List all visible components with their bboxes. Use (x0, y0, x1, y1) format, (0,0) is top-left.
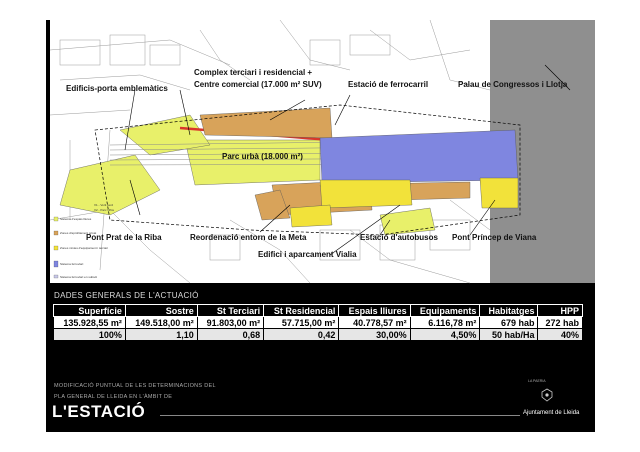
label-pont-prat: Pont Prat de la Riba (86, 233, 162, 242)
label-edifici-aparcament: Edifici i aparcament Vialia (258, 250, 357, 259)
legend-item-1: Sistema d'espais lliures (60, 217, 92, 221)
footer-line1: MODIFICACIÓ PUNTUAL DE LES DETERMINACIONS DEL (54, 383, 216, 389)
legend-item-4: Sistema ferroviari (60, 262, 84, 266)
rail-system-zone (320, 130, 518, 183)
ajuntament-label: Ajuntament de Lleida (523, 410, 580, 416)
table-header-cell: Equipaments (410, 305, 480, 317)
table-cell: 1,10 (125, 329, 197, 341)
legend-item-3: Zones mixtes d'equipament i terciari (60, 246, 108, 250)
table-cell: 40% (538, 329, 583, 341)
urban-plan-map (50, 20, 568, 283)
table-cell: 272 hab (538, 317, 583, 329)
legend-swatches (54, 217, 58, 278)
label-reordenacio-meta: Reordenació entorn de la Meta (190, 233, 307, 242)
table-header-cell: St Residencial (264, 305, 339, 317)
table-header-row (54, 305, 583, 317)
section-title: DADES GENERALS DE L'ACTUACIÓ (54, 291, 199, 300)
label-estacio-autobusos: Estació d'autobusos (360, 233, 438, 242)
table-cell: 30,00% (339, 329, 410, 341)
table-cell: 149.518,00 m² (125, 317, 197, 329)
table-cell: 679 hab (480, 317, 538, 329)
table-header-cell: Espais lliures (339, 305, 410, 317)
label-estacio-ferrocarril: Estació de ferrocarril (348, 80, 429, 89)
table-row (54, 329, 583, 341)
footer-rule (160, 415, 520, 416)
table-header-cell: Superfície (54, 305, 126, 317)
table-row (54, 317, 583, 329)
table-header-cell: Sostre (125, 305, 197, 317)
table-cell: 0,68 (197, 329, 263, 341)
paeria-crest-icon (538, 388, 556, 402)
stats-table (53, 304, 583, 341)
label-pont-princep: Pont Príncep de Viana (452, 233, 537, 242)
label-parc-urba: Parc urbà (18.000 m²) (222, 152, 303, 161)
table-cell: 50 hab/Ha (480, 329, 538, 341)
table-cell: 0,42 (264, 329, 339, 341)
table-header-cell: St Terciari (197, 305, 263, 317)
table-cell: 57.715,00 m² (264, 317, 339, 329)
label-complex-line1: Complex terciari i residencial + (194, 68, 313, 77)
table-cell: 91.803,00 m² (197, 317, 263, 329)
label-complex-line2: Centre comercial (17.000 m² SUV) (194, 80, 322, 89)
table-cell: 135.928,55 m² (54, 317, 126, 329)
table-header-cell: HPP (538, 305, 583, 317)
footer-title: L'ESTACIÓ (52, 402, 146, 421)
crest-caption: LA PAERIA (528, 379, 546, 383)
label-edificis-porta: Edificis-porta emblemàtics (66, 84, 168, 93)
table-cell: 100% (54, 329, 126, 341)
legend-item-2: Zones d'aprofitament privat (60, 231, 97, 235)
legend-small-1: V1 - Vorit verd (94, 203, 114, 207)
footer-line2: PLA GENERAL DE LLEIDA EN L'ÀMBIT DE (54, 394, 173, 400)
legend-small-2: V2 - Parc Urbà (94, 208, 114, 212)
table-cell: 40.778,57 m² (339, 317, 410, 329)
table-cell: 6.116,78 m² (410, 317, 480, 329)
legend-item-5: Sistema ferroviari en subsòl (60, 275, 98, 279)
table-header-cell: Habitatges (480, 305, 538, 317)
label-palau-congressos: Palau de Congressos i Llotja (458, 80, 568, 89)
table-cell: 4,50% (410, 329, 480, 341)
